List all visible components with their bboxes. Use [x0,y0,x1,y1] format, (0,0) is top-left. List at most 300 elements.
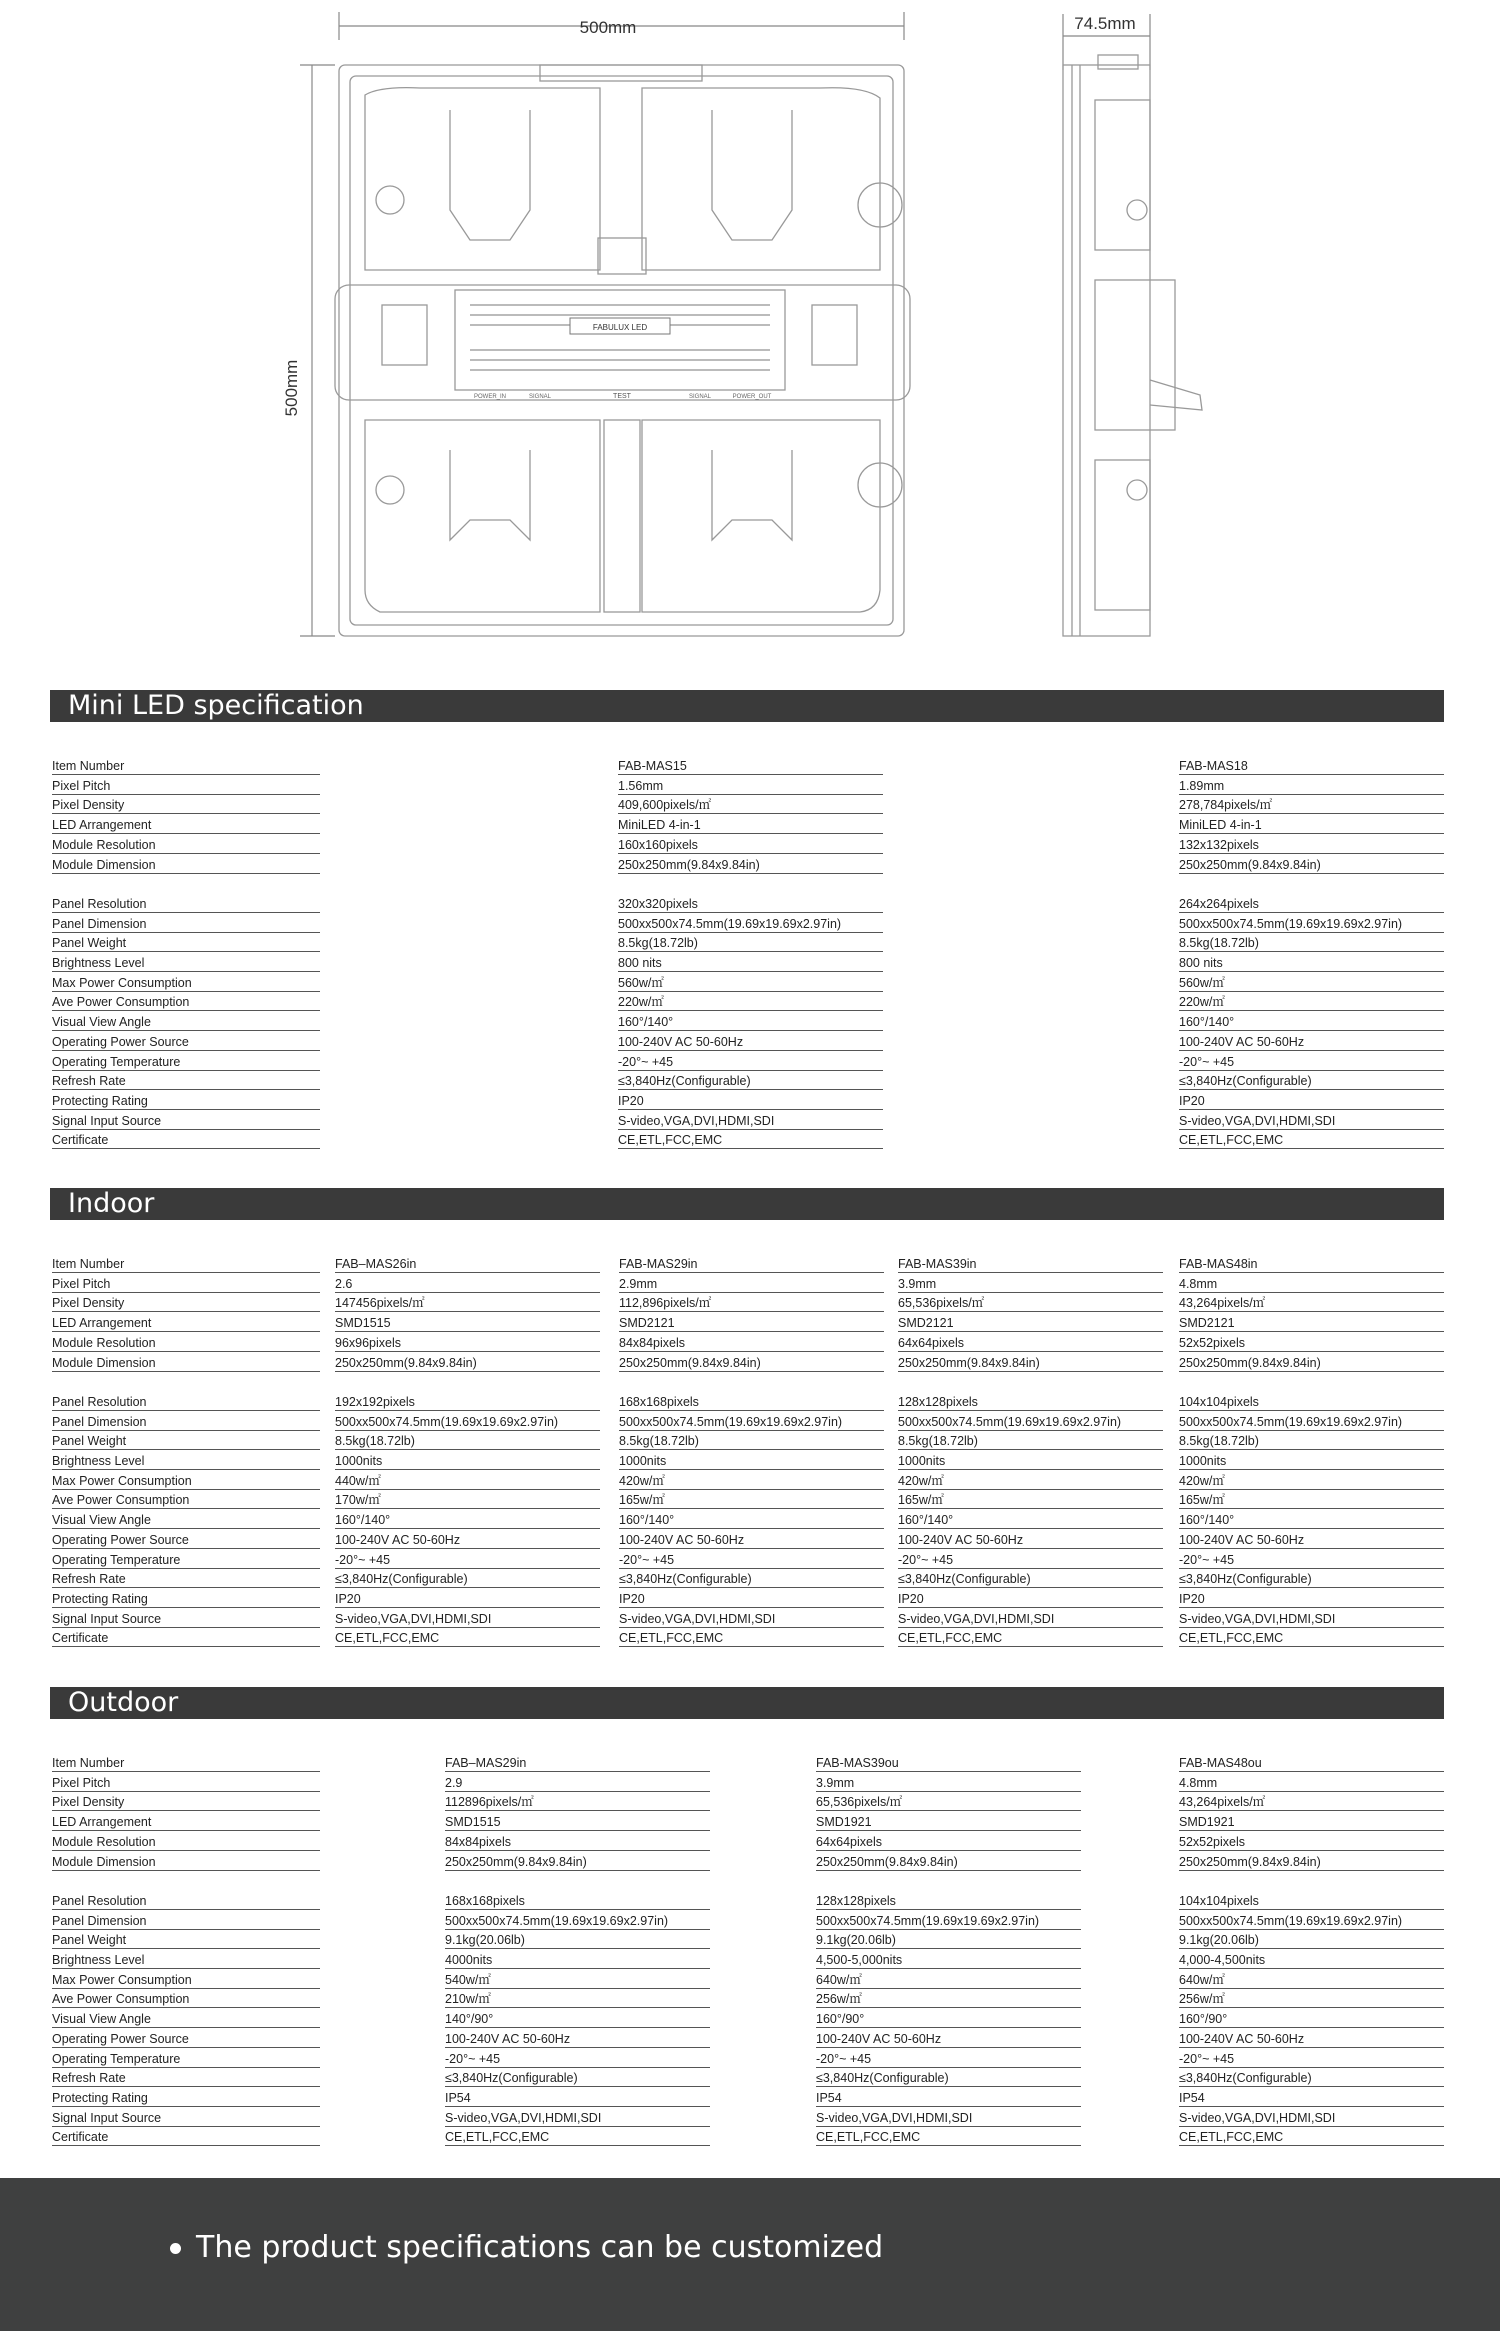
spec-value: 250x250mm(9.84x9.84in) [898,1355,1163,1372]
spec-row [0,1276,1500,1296]
spec-row [0,1433,1500,1453]
spec-value: 9.1kg(20.06lb) [1179,1932,1444,1949]
spec-value: -20°~ +45 [1179,1054,1444,1071]
spec-value: 8.5kg(18.72lb) [335,1433,600,1450]
spec-value: S-video,VGA,DVI,HDMI,SDI [618,1113,883,1130]
spec-value: 250x250mm(9.84x9.84in) [619,1355,884,1372]
signal-right-label: SIGNAL [688,394,712,400]
spec-value: 800 nits [618,955,883,972]
spec-value: S-video,VGA,DVI,HDMI,SDI [898,1611,1163,1628]
spec-row [0,1854,1500,1874]
spec-label: Protecting Rating [52,2090,320,2107]
spec-value: CE,ETL,FCC,EMC [445,2129,710,2146]
spec-value: IP20 [1179,1093,1444,1110]
spec-value: 4.8mm [1179,1775,1444,1792]
spec-value: 160°/140° [898,1512,1163,1529]
spec-label: Panel Resolution [52,896,320,913]
spec-row [0,837,1500,857]
spec-value: 264x264pixels [1179,896,1444,913]
depth-dimension-label: 74.5mm [1074,14,1136,33]
spec-value: 1.56mm [618,778,883,795]
spec-value: 192x192pixels [335,1394,600,1411]
spec-row [0,2011,1500,2031]
spec-row [0,1991,1500,2011]
spec-value: 8.5kg(18.72lb) [619,1433,884,1450]
spec-value: SMD2121 [1179,1315,1444,1332]
spec-value: 4000nits [445,1952,710,1969]
spec-label: Pixel Density [52,797,320,814]
spec-value: 160°/140° [619,1512,884,1529]
spec-row [0,2070,1500,2090]
spec-value: S-video,VGA,DVI,HDMI,SDI [1179,2110,1444,2127]
spec-value: 100-240V AC 50-60Hz [445,2031,710,2048]
spec-value: CE,ETL,FCC,EMC [1179,2129,1444,2146]
spec-label: Ave Power Consumption [52,1991,320,2008]
spec-row [0,758,1500,778]
spec-value: 84x84pixels [445,1834,710,1851]
spec-row [0,1453,1500,1473]
spec-value: 8.5kg(18.72lb) [618,935,883,952]
spec-label: Module Dimension [52,1355,320,1372]
spec-value: ≤3,840Hz(Configurable) [1179,2070,1444,2087]
spec-value: 9.1kg(20.06lb) [816,1932,1081,1949]
spec-value: 800 nits [1179,955,1444,972]
spec-label: Visual View Angle [52,1512,320,1529]
spec-row [0,2110,1500,2130]
spec-row [0,1775,1500,1795]
spec-label: LED Arrangement [52,817,320,834]
spec-label: Max Power Consumption [52,1473,320,1490]
spec-value: 500xx500x74.5mm(19.69x19.69x2.97in) [619,1414,884,1431]
spec-row [0,1414,1500,1434]
spec-label: Signal Input Source [52,1113,320,1130]
spec-row [0,1132,1500,1152]
section-title: Indoor [68,1188,155,1219]
spec-row [0,1611,1500,1631]
spec-value: S-video,VGA,DVI,HDMI,SDI [335,1611,600,1628]
spec-value: 640w/㎡ [816,1972,1081,1989]
spec-value: 2.6 [335,1276,600,1293]
spec-value: 165w/㎡ [1179,1492,1444,1509]
spec-label: Ave Power Consumption [52,1492,320,1509]
spec-value: 147456pixels/㎡ [335,1295,600,1312]
spec-value: IP54 [445,2090,710,2107]
spec-value: CE,ETL,FCC,EMC [816,2129,1081,2146]
spec-value: 210w/㎡ [445,1991,710,2008]
spec-value: ≤3,840Hz(Configurable) [335,1571,600,1588]
spec-row [0,778,1500,798]
spec-value: 250x250mm(9.84x9.84in) [1179,1355,1444,1372]
spec-value: 220w/㎡ [1179,994,1444,1011]
spec-row [0,1972,1500,1992]
spec-value: 500xx500x74.5mm(19.69x19.69x2.97in) [445,1913,710,1930]
spec-value: IP54 [816,2090,1081,2107]
spec-label: Panel Weight [52,935,320,952]
spec-value: 128x128pixels [816,1893,1081,1910]
spec-value: ≤3,840Hz(Configurable) [1179,1073,1444,1090]
spec-value: 8.5kg(18.72lb) [898,1433,1163,1450]
spec-label: Module Resolution [52,837,320,854]
spec-value: -20°~ +45 [618,1054,883,1071]
spec-value: FAB–MAS26in [335,1256,600,1273]
spec-label: Brightness Level [52,955,320,972]
spec-value: 3.9mm [816,1775,1081,1792]
spec-value: 4,500-5,000nits [816,1952,1081,1969]
spec-value: 104x104pixels [1179,1893,1444,1910]
spec-value: IP20 [1179,1591,1444,1608]
spec-label: Brightness Level [52,1453,320,1470]
spec-value: 1000nits [898,1453,1163,1470]
spec-row [0,2031,1500,2051]
spec-value: 500xx500x74.5mm(19.69x19.69x2.97in) [898,1414,1163,1431]
spec-label: Panel Resolution [52,1893,320,1910]
technical-drawings [0,0,1500,670]
spec-value: SMD1921 [1179,1814,1444,1831]
spec-label: Item Number [52,1755,320,1772]
spec-label: Protecting Rating [52,1591,320,1608]
spec-value: IP54 [1179,2090,1444,2107]
spec-value: ≤3,840Hz(Configurable) [445,2070,710,2087]
spec-value: 500xx500x74.5mm(19.69x19.69x2.97in) [816,1913,1081,1930]
spec-value: MiniLED 4-in-1 [1179,817,1444,834]
spec-value: -20°~ +45 [1179,1552,1444,1569]
bullet-icon [170,2243,181,2254]
spec-value: 8.5kg(18.72lb) [1179,935,1444,952]
spec-label: LED Arrangement [52,1315,320,1332]
spec-value: 64x64pixels [898,1335,1163,1352]
spec-value: S-video,VGA,DVI,HDMI,SDI [816,2110,1081,2127]
spec-value: 100-240V AC 50-60Hz [1179,2031,1444,2048]
spec-value: 52x52pixels [1179,1834,1444,1851]
spec-row [0,1932,1500,1952]
spec-value: SMD2121 [619,1315,884,1332]
spec-value: 160x160pixels [618,837,883,854]
spec-label: Module Resolution [52,1834,320,1851]
spec-value: 1000nits [619,1453,884,1470]
signal-left-label: SIGNAL [528,394,552,400]
spec-value: -20°~ +45 [898,1552,1163,1569]
spec-value: 160°/140° [618,1014,883,1031]
spec-label: Panel Resolution [52,1394,320,1411]
spec-value: 100-240V AC 50-60Hz [618,1034,883,1051]
spec-label: Operating Power Source [52,1532,320,1549]
spec-value: 4.8mm [1179,1276,1444,1293]
spec-value: 256w/㎡ [816,1991,1081,2008]
spec-value: 160°/90° [1179,2011,1444,2028]
spec-value: CE,ETL,FCC,EMC [335,1630,600,1647]
spec-label: Pixel Pitch [52,1775,320,1792]
spec-value: CE,ETL,FCC,EMC [618,1132,883,1149]
spec-row [0,1295,1500,1315]
spec-label: Brightness Level [52,1952,320,1969]
spec-value: 128x128pixels [898,1394,1163,1411]
spec-label: Signal Input Source [52,1611,320,1628]
spec-value: 1000nits [1179,1453,1444,1470]
spec-row [0,857,1500,877]
spec-value: 168x168pixels [445,1893,710,1910]
spec-value: FAB-MAS48ou [1179,1755,1444,1772]
spec-value: SMD1921 [816,1814,1081,1831]
spec-label: Certificate [52,1630,320,1647]
spec-row [0,1834,1500,1854]
section-header [50,1687,1444,1719]
spec-value: -20°~ +45 [816,2051,1081,2068]
spec-value: 1000nits [335,1453,600,1470]
spec-value: 165w/㎡ [898,1492,1163,1509]
spec-value: FAB–MAS29in [445,1755,710,1772]
spec-value: 43,264pixels/㎡ [1179,1794,1444,1811]
spec-row [0,1034,1500,1054]
spec-label: Max Power Consumption [52,975,320,992]
spec-value: 65,536pixels/㎡ [898,1295,1163,1312]
spec-row [0,1532,1500,1552]
spec-label: LED Arrangement [52,1814,320,1831]
spec-value: CE,ETL,FCC,EMC [898,1630,1163,1647]
spec-row [0,1571,1500,1591]
spec-value: 440w/㎡ [335,1473,600,1490]
spec-value: 140°/90° [445,2011,710,2028]
spec-value: 250x250mm(9.84x9.84in) [618,857,883,874]
spec-label: Module Resolution [52,1335,320,1352]
spec-label: Refresh Rate [52,1571,320,1588]
spec-value: 278,784pixels/㎡ [1179,797,1444,814]
spec-value: SMD1515 [445,1814,710,1831]
spec-value: 250x250mm(9.84x9.84in) [816,1854,1081,1871]
height-dimension-label: 500mm [282,359,301,417]
spec-value: 409,600pixels/㎡ [618,797,883,814]
spec-value: 165w/㎡ [619,1492,884,1509]
spec-value: 112,896pixels/㎡ [619,1295,884,1312]
spec-row [0,1473,1500,1493]
spec-row [0,817,1500,837]
spec-label: Visual View Angle [52,2011,320,2028]
spec-value: 64x64pixels [816,1834,1081,1851]
spec-row [0,1256,1500,1276]
spec-value: 52x52pixels [1179,1335,1444,1352]
spec-value: 8.5kg(18.72lb) [1179,1433,1444,1450]
spec-value: -20°~ +45 [619,1552,884,1569]
spec-row [0,1814,1500,1834]
spec-row [0,994,1500,1014]
spec-value: 96x96pixels [335,1335,600,1352]
spec-value: 500xx500x74.5mm(19.69x19.69x2.97in) [1179,916,1444,933]
spec-value: 168x168pixels [619,1394,884,1411]
spec-row [0,1014,1500,1034]
spec-value: CE,ETL,FCC,EMC [1179,1132,1444,1149]
section-header [50,1188,1444,1220]
spec-value: -20°~ +45 [1179,2051,1444,2068]
spec-row [0,1952,1500,1972]
spec-value: 160°/140° [1179,1014,1444,1031]
spec-value: 220w/㎡ [618,994,883,1011]
spec-label: Signal Input Source [52,2110,320,2127]
spec-value: 2.9mm [619,1276,884,1293]
footer-note: The product specifications can be customized [196,2230,884,2265]
spec-value: 9.1kg(20.06lb) [445,1932,710,1949]
spec-value: 250x250mm(9.84x9.84in) [445,1854,710,1871]
spec-row [0,1913,1500,1933]
spec-value: SMD1515 [335,1315,600,1332]
spec-label: Refresh Rate [52,1073,320,1090]
spec-value: MiniLED 4-in-1 [618,817,883,834]
spec-label: Operating Temperature [52,2051,320,2068]
spec-label: Module Dimension [52,1854,320,1871]
spec-value: 640w/㎡ [1179,1972,1444,1989]
spec-value: 100-240V AC 50-60Hz [816,2031,1081,2048]
spec-row [0,1093,1500,1113]
footer-banner [0,2178,1500,2331]
spec-value: 420w/㎡ [619,1473,884,1490]
spec-value: 84x84pixels [619,1335,884,1352]
spec-value: 256w/㎡ [1179,1991,1444,2008]
spec-row [0,1893,1500,1913]
spec-value: FAB-MAS39in [898,1256,1163,1273]
brand-label: FABULUX LED [592,323,648,332]
spec-value: 420w/㎡ [1179,1473,1444,1490]
spec-value: ≤3,840Hz(Configurable) [1179,1571,1444,1588]
spec-value: CE,ETL,FCC,EMC [619,1630,884,1647]
spec-value: 4,000-4,500nits [1179,1952,1444,1969]
spec-label: Certificate [52,2129,320,2146]
spec-value: 2.9 [445,1775,710,1792]
section-header [50,690,1444,722]
spec-label: Operating Power Source [52,2031,320,2048]
spec-value: CE,ETL,FCC,EMC [1179,1630,1444,1647]
spec-value: 43,264pixels/㎡ [1179,1295,1444,1312]
spec-value: ≤3,840Hz(Configurable) [618,1073,883,1090]
spec-value: 250x250mm(9.84x9.84in) [1179,857,1444,874]
spec-value: FAB-MAS48in [1179,1256,1444,1273]
spec-value: S-video,VGA,DVI,HDMI,SDI [445,2110,710,2127]
spec-value: 250x250mm(9.84x9.84in) [335,1355,600,1372]
width-dimension-label: 500mm [579,18,637,37]
spec-value: IP20 [335,1591,600,1608]
spec-value: 500xx500x74.5mm(19.69x19.69x2.97in) [618,916,883,933]
spec-label: Max Power Consumption [52,1972,320,1989]
spec-value: 100-240V AC 50-60Hz [335,1532,600,1549]
spec-value: SMD2121 [898,1315,1163,1332]
spec-label: Item Number [52,758,320,775]
spec-value: ≤3,840Hz(Configurable) [898,1571,1163,1588]
spec-value: 500xx500x74.5mm(19.69x19.69x2.97in) [335,1414,600,1431]
spec-value: 100-240V AC 50-60Hz [1179,1034,1444,1051]
spec-value: 500xx500x74.5mm(19.69x19.69x2.97in) [1179,1913,1444,1930]
spec-label: Panel Dimension [52,916,320,933]
spec-row [0,1073,1500,1093]
spec-label: Pixel Density [52,1794,320,1811]
spec-value: 160°/90° [816,2011,1081,2028]
spec-row [0,2129,1500,2149]
spec-label: Operating Power Source [52,1034,320,1051]
spec-value: 540w/㎡ [445,1972,710,1989]
spec-row [0,896,1500,916]
spec-label: Certificate [52,1132,320,1149]
spec-value: 104x104pixels [1179,1394,1444,1411]
spec-row [0,1794,1500,1814]
spec-row [0,1591,1500,1611]
spec-value: 132x132pixels [1179,837,1444,854]
spec-value: 170w/㎡ [335,1492,600,1509]
spec-value: S-video,VGA,DVI,HDMI,SDI [1179,1611,1444,1628]
spec-label: Operating Temperature [52,1552,320,1569]
spec-row [0,2090,1500,2110]
spec-value: ≤3,840Hz(Configurable) [619,1571,884,1588]
spec-value: -20°~ +45 [335,1552,600,1569]
spec-value: -20°~ +45 [445,2051,710,2068]
spec-value: S-video,VGA,DVI,HDMI,SDI [619,1611,884,1628]
spec-label: Pixel Density [52,1295,320,1312]
spec-value: 160°/140° [1179,1512,1444,1529]
spec-row [0,1394,1500,1414]
spec-value: 100-240V AC 50-60Hz [898,1532,1163,1549]
spec-label: Panel Dimension [52,1414,320,1431]
spec-value: 100-240V AC 50-60Hz [619,1532,884,1549]
spec-label: Refresh Rate [52,2070,320,2087]
spec-label: Operating Temperature [52,1054,320,1071]
spec-value: IP20 [619,1591,884,1608]
spec-row [0,935,1500,955]
spec-row [0,1054,1500,1074]
spec-row [0,1113,1500,1133]
spec-row [0,916,1500,936]
spec-value: ≤3,840Hz(Configurable) [816,2070,1081,2087]
section-title: Outdoor [68,1687,179,1718]
spec-value: 3.9mm [898,1276,1163,1293]
spec-row [0,1355,1500,1375]
spec-row [0,975,1500,995]
spec-value: 560w/㎡ [1179,975,1444,992]
spec-value: 160°/140° [335,1512,600,1529]
spec-value: 100-240V AC 50-60Hz [1179,1532,1444,1549]
test-label: TEST [613,393,631,400]
power-in-label: POWER_IN [473,394,507,400]
spec-label: Pixel Pitch [52,1276,320,1293]
spec-value: FAB-MAS18 [1179,758,1444,775]
spec-row [0,1552,1500,1572]
spec-row [0,2051,1500,2071]
spec-value: 560w/㎡ [618,975,883,992]
spec-value: 420w/㎡ [898,1473,1163,1490]
spec-label: Panel Weight [52,1932,320,1949]
spec-row [0,1630,1500,1650]
spec-value: IP20 [618,1093,883,1110]
spec-label: Panel Dimension [52,1913,320,1930]
spec-label: Module Dimension [52,857,320,874]
side-view-drawing [1063,55,1202,636]
spec-value: 1.89mm [1179,778,1444,795]
spec-label: Protecting Rating [52,1093,320,1110]
spec-label: Panel Weight [52,1433,320,1450]
spec-value: FAB-MAS15 [618,758,883,775]
spec-row [0,1512,1500,1532]
spec-label: Item Number [52,1256,320,1273]
spec-row [0,1755,1500,1775]
spec-row [0,955,1500,975]
spec-value: 112896pixels/㎡ [445,1794,710,1811]
spec-row [0,1315,1500,1335]
spec-value: 320x320pixels [618,896,883,913]
spec-label: Pixel Pitch [52,778,320,795]
power-out-label: POWER_OUT [732,394,772,400]
spec-value: 65,536pixels/㎡ [816,1794,1081,1811]
section-title: Mini LED specification [68,690,364,721]
spec-row [0,1492,1500,1512]
spec-value: FAB-MAS39ou [816,1755,1081,1772]
spec-value: 250x250mm(9.84x9.84in) [1179,1854,1444,1871]
spec-value: 500xx500x74.5mm(19.69x19.69x2.97in) [1179,1414,1444,1431]
spec-row [0,797,1500,817]
spec-row [0,1335,1500,1355]
